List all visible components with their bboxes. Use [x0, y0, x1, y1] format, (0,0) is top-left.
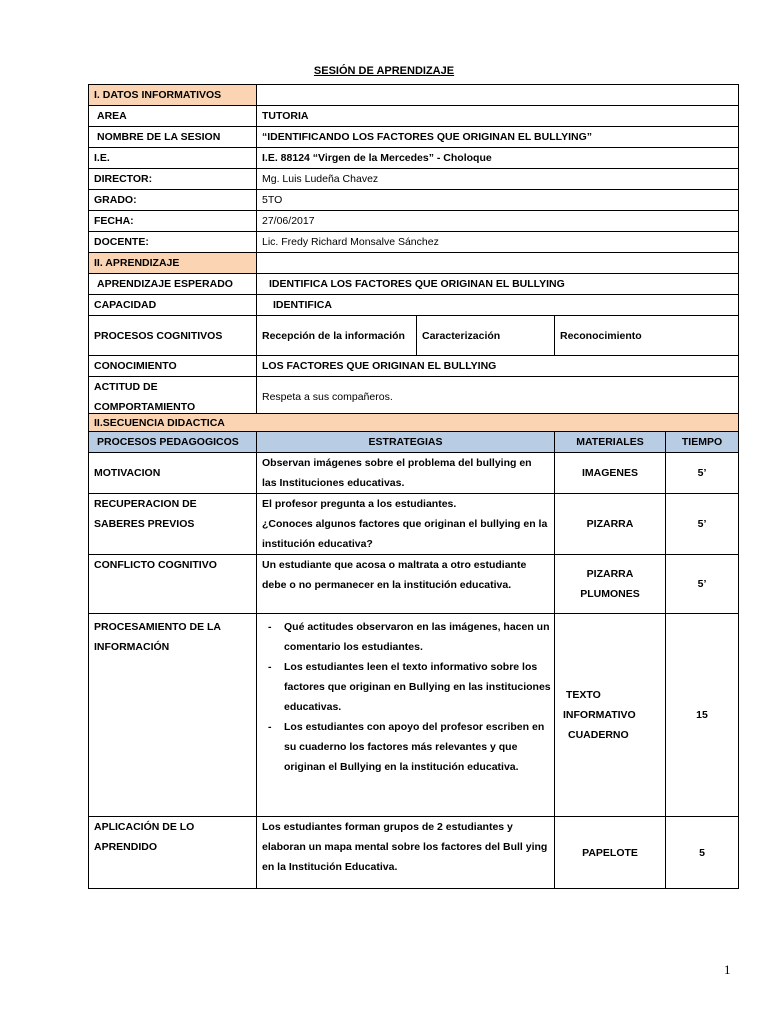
proceso-cell: CONFLICTO COGNITIVO — [89, 555, 257, 614]
proceso-cell: Caracterización — [417, 316, 555, 356]
table-row — [89, 295, 739, 316]
proceso-cell: RECUPERACION DE SABERES PREVIOS — [89, 494, 257, 555]
document-title: SESIÓN DE APRENDIZAJE — [313, 65, 455, 77]
row-value: IDENTIFICA LOS FACTORES QUE ORIGINAN EL BULLYING — [257, 274, 739, 295]
row-value: “IDENTIFICANDO LOS FACTORES QUE ORIGINAN EL BULLYING” — [257, 127, 739, 148]
row-label: I.E. — [89, 148, 257, 169]
proceso-cell: Recepción de la información — [257, 316, 417, 356]
estrategia-cell — [257, 614, 555, 817]
row-label: DIRECTOR: — [89, 169, 257, 190]
table-row — [89, 356, 739, 377]
section3-heading: II.SECUENCIA DIDACTICA — [89, 414, 739, 432]
column-header: TIEMPO — [666, 432, 739, 453]
list-item: - Los estudiantes leen el texto informativo sobre los factores que originan en Bullying en las instituciones educativas. — [284, 657, 552, 717]
table-row — [89, 377, 739, 418]
proceso-cell: APLICACIÓN DE LO APRENDIDO — [89, 817, 257, 889]
row-label: CONOCIMIENTO — [89, 356, 257, 377]
table-row — [89, 614, 739, 817]
row-value: 27/06/2017 — [257, 211, 739, 232]
tiempo-cell: 5’ — [666, 555, 739, 614]
row-label: FECHA: — [89, 211, 257, 232]
materiales-cell: PAPELOTE — [555, 817, 666, 889]
table-row — [89, 169, 739, 190]
materiales-cell: IMAGENES — [555, 453, 666, 494]
page-number: 1 — [724, 962, 731, 977]
row-label: DOCENTE: — [89, 232, 257, 253]
row-value: 5TO — [257, 190, 739, 211]
tiempo-cell: 5’ — [666, 453, 739, 494]
list-item: - Los estudiantes con apoyo del profesor escriben en su cuaderno los factores más relevantes y que originan el Bullying en la institución educativa. — [284, 717, 552, 777]
materiales-cell: PIZARRA — [555, 494, 666, 555]
tiempo-cell: 5 — [666, 817, 739, 889]
list-item: - Qué actitudes observaron en las imágenes, hacen un comentario los estudiantes. — [284, 617, 552, 657]
proceso-cell: Reconocimiento — [555, 316, 739, 356]
row-value: Mg. Luis Ludeña Chavez — [257, 169, 739, 190]
row-label: GRADO: — [89, 190, 257, 211]
table-row — [89, 453, 739, 494]
row-label: PROCESOS COGNITIVOS — [89, 316, 257, 356]
table-row — [89, 316, 739, 356]
row-value: Lic. Fredy Richard Monsalve Sánchez — [257, 232, 739, 253]
row-label: APRENDIZAJE ESPERADO — [89, 274, 257, 295]
table-row — [89, 211, 739, 232]
table-row — [89, 127, 739, 148]
secuencia-table — [88, 413, 739, 889]
table-row — [89, 148, 739, 169]
proceso-cell: MOTIVACION — [89, 453, 257, 494]
row-value: IDENTIFICA — [257, 295, 739, 316]
estrategia-cell: Un estudiante que acosa o maltrata a otro estudiante debe o no permanecer en la institución educativa. — [257, 555, 555, 614]
materiales-cell: PIZARRA PLUMONES — [555, 555, 666, 614]
estrategia-cell: Los estudiantes forman grupos de 2 estudiantes y elaboran un mapa mental sobre los factores del Bull ying en la Institución Educativa. — [257, 817, 555, 889]
row-label: ACTITUD DE COMPORTAMIENTO — [89, 377, 257, 418]
section1-heading: I. DATOS INFORMATIVOS — [89, 85, 257, 106]
row-label: AREA — [89, 106, 257, 127]
row-value: Respeta a sus compañeros. — [257, 377, 739, 418]
column-header: MATERIALES — [555, 432, 666, 453]
estrategia-cell: Observan imágenes sobre el problema del bullying en las Instituciones educativas. — [257, 453, 555, 494]
table-row — [89, 106, 739, 127]
table-row — [89, 494, 739, 555]
row-label: CAPACIDAD — [89, 295, 257, 316]
tiempo-cell: 15 — [666, 614, 739, 817]
table-row — [89, 232, 739, 253]
tiempo-cell: 5’ — [666, 494, 739, 555]
row-label: NOMBRE DE LA SESION — [89, 127, 257, 148]
section2-heading: II. APRENDIZAJE — [89, 253, 257, 274]
datos-table — [88, 84, 739, 418]
row-value: I.E. 88124 “Virgen de la Mercedes” - Choloque — [257, 148, 739, 169]
row-value: LOS FACTORES QUE ORIGINAN EL BULLYING — [257, 356, 739, 377]
column-header: ESTRATEGIAS — [257, 432, 555, 453]
table-row — [89, 190, 739, 211]
table-row — [89, 817, 739, 889]
estrategia-list — [262, 617, 552, 777]
proceso-cell: PROCESAMIENTO DE LA INFORMACIÓN — [89, 614, 257, 817]
column-header: PROCESOS PEDAGOGICOS — [89, 432, 257, 453]
table-row — [89, 555, 739, 614]
row-value: TUTORIA — [257, 106, 739, 127]
table-row — [89, 274, 739, 295]
materiales-cell: TEXTO INFORMATIVO CUADERNO — [555, 614, 666, 817]
estrategia-cell: El profesor pregunta a los estudiantes. ¿Conoces algunos factores que originan el bullying en la institución educativa? — [257, 494, 555, 555]
